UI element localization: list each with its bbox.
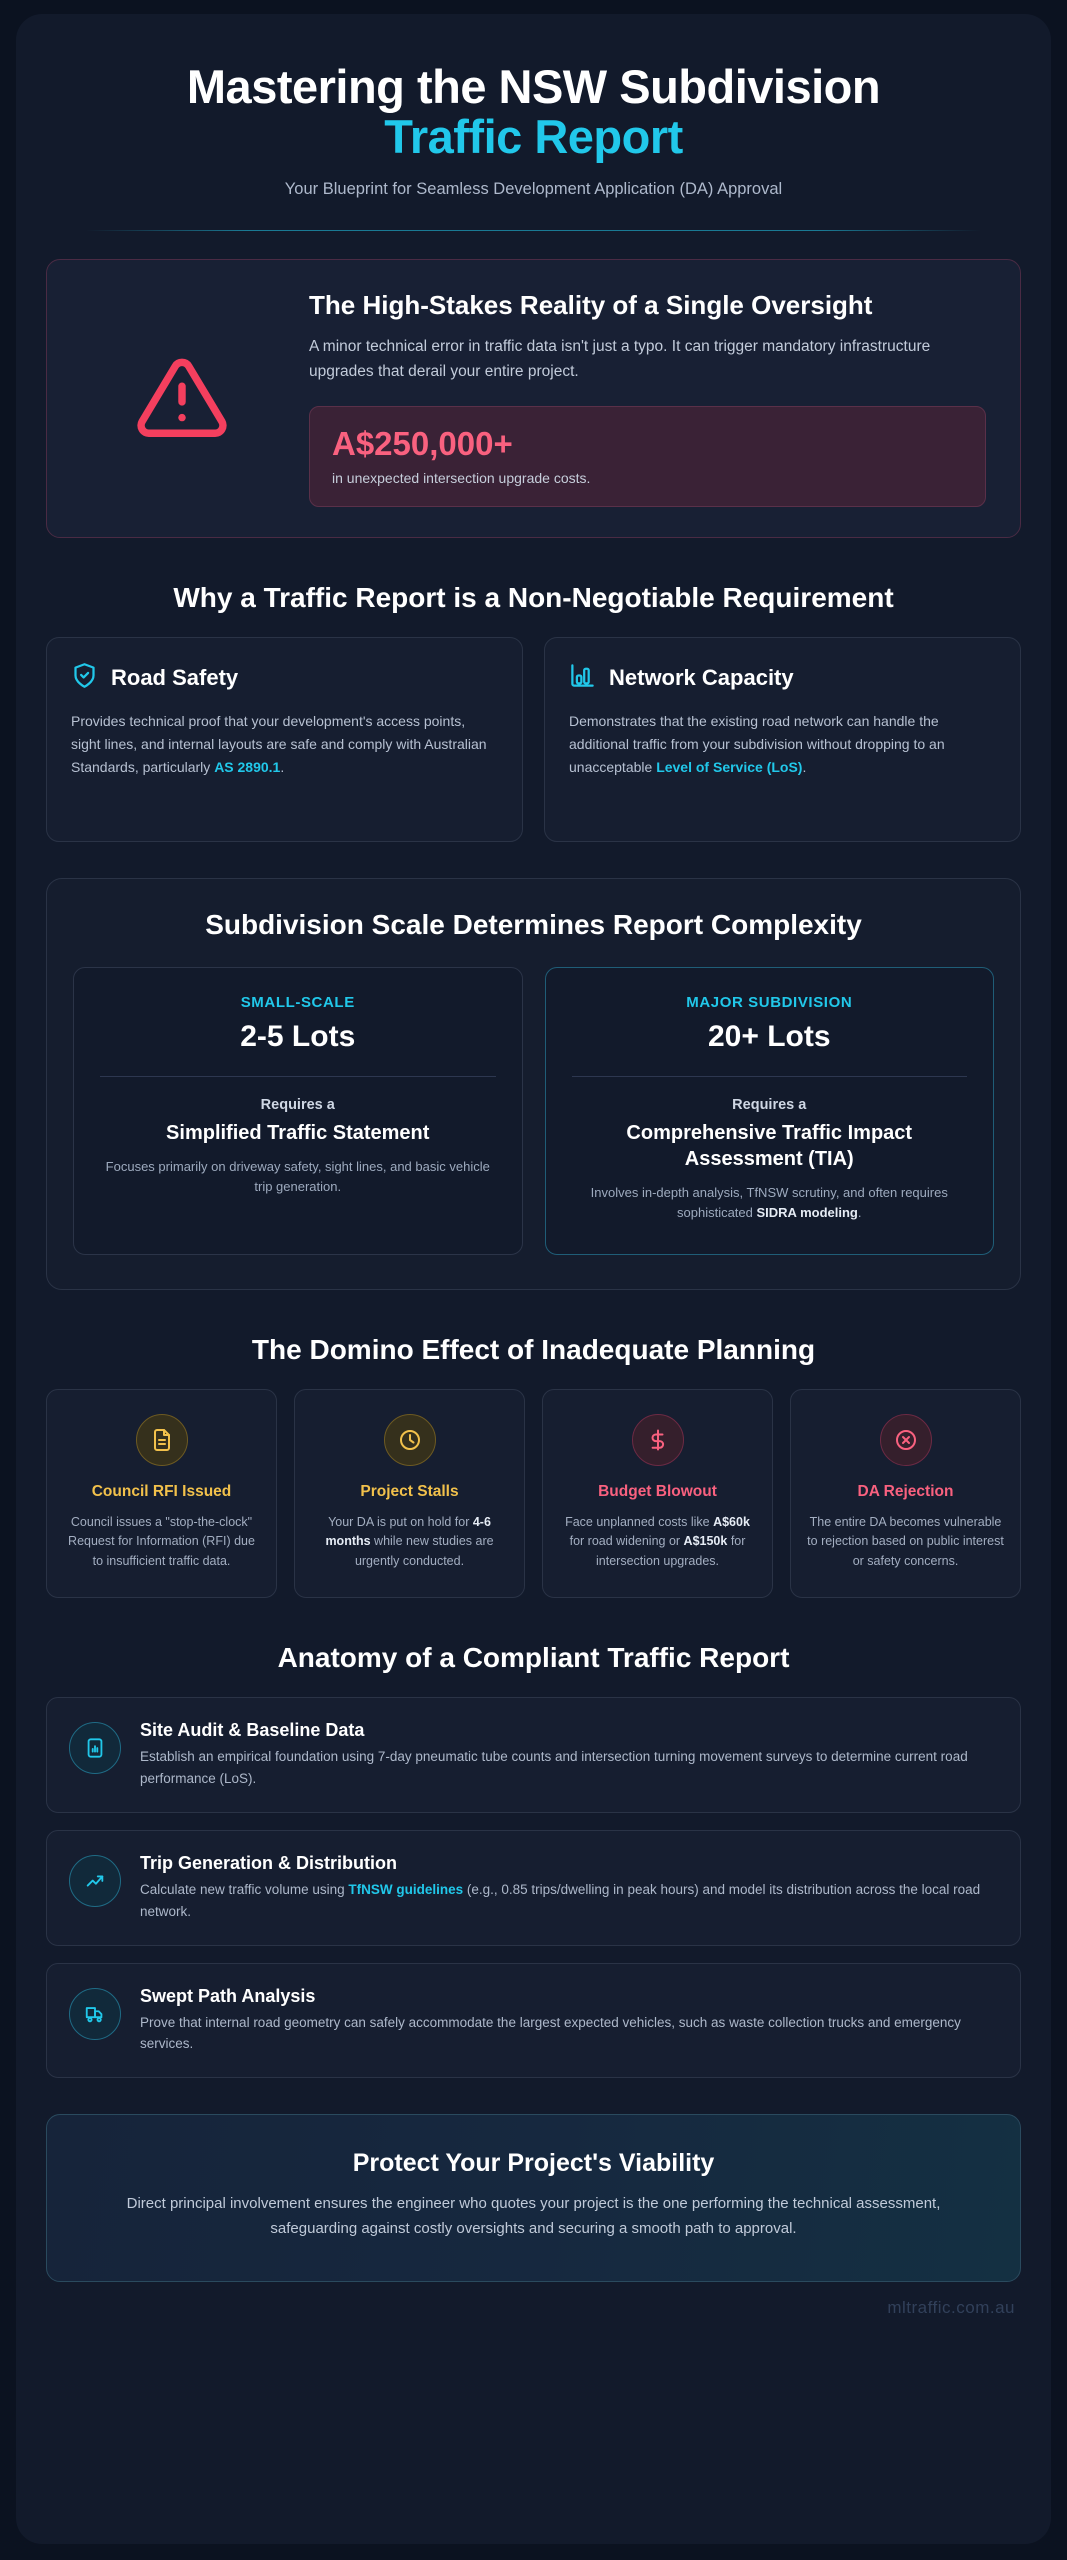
page-title-line2: Traffic Report [384,110,683,164]
scale-document: Simplified Traffic Statement [166,1121,430,1144]
domino-title: Budget Blowout [598,1483,717,1501]
reason-highlight: Level of Service (LoS) [656,758,803,775]
scale-requires-label: Requires a [260,1096,335,1113]
scale-card-small [73,967,523,1256]
step-body [140,1718,996,1790]
step-title: Trip Generation & Distribution [140,1852,398,1873]
infographic-shell [16,14,1051,2544]
page-title [86,62,981,163]
high-stakes-heading: The High-Stakes Reality of a Single Oversight [309,289,873,320]
cost-callout [309,406,986,506]
scale-document: Comprehensive Traffic Impact Assessment (TIA) [626,1121,913,1170]
scale-desc: Involves in-depth analysis, TfNSW scrutiny, and often requires sophisticated SIDRA modeling. [590,1184,948,1221]
scale-card-major [545,967,995,1256]
cta-card [46,2114,1021,2282]
scale-heading: Subdivision Scale Determines Report Complexity [205,908,862,940]
step-title: Swept Path Analysis [140,1985,316,2006]
reason-card-head [71,662,498,694]
watermark: mltraffic.com.au [887,2297,1015,2317]
domino-card-da-rejection [790,1389,1021,1598]
scale-divider [100,1076,496,1077]
reason-highlight: AS 2890.1 [214,758,281,775]
scale-kicker: MAJOR SUBDIVISION [686,993,853,1011]
why-heading: Why a Traffic Report is a Non-Negotiable Requirement [173,581,894,613]
step-body [140,1984,996,2056]
scale-desc: Focuses primarily on driveway safety, sight lines, and basic vehicle trip generation. [105,1158,490,1195]
truck-icon [69,1988,121,2040]
step-swept-path [46,1963,1021,2079]
step-text: Establish an empirical foundation using 7-day pneumatic tube counts and intersection turning movement surveys to determine current road performance (LoS). [140,1749,968,1786]
step-text: Prove that internal road geometry can safely accommodate the largest expected vehicles, such as waste collection trucks and emergency services. [140,2014,961,2052]
clock-icon [384,1414,436,1466]
scale-lots: 2-5 Lots [240,1019,356,1053]
chart-document-icon [69,1722,121,1774]
scale-lots: 20+ Lots [707,1019,831,1053]
circle-x-icon [880,1414,932,1466]
reason-card-network-capacity [544,637,1021,842]
domino-title: Council RFI Issued [91,1483,232,1501]
step-trip-generation [46,1830,1021,1946]
step-title: Site Audit & Baseline Data [140,1720,365,1741]
scale-divider [572,1076,968,1077]
scale-cards [73,967,994,1256]
reason-card-text: Provides technical proof that your development's access points, sight lines, and internal layouts are safe and comply with Australian Standards, particularly AS 2890.1. [71,712,487,775]
high-stakes-body [309,290,986,507]
domino-text: Council issues a "stop-the-clock" Request for Information (RFI) due to insufficient traffic data. [68,1514,255,1568]
domino-title: DA Rejection [857,1483,954,1501]
high-stakes-card [46,259,1021,538]
page-header [46,44,1021,231]
domino-text: Your DA is put on hold for 4-6 months while new studies are urgently conducted. [325,1514,494,1568]
scale-requires-label: Requires a [732,1096,807,1113]
domino-card-project-stalls [294,1389,525,1598]
dollar-sign-icon [632,1414,684,1466]
bar-chart-icon [569,662,596,694]
scale-kicker: SMALL-SCALE [240,993,355,1011]
domino-text: The entire DA becomes vulnerable to rejection based on public interest or safety concerns. [807,1514,1004,1568]
reason-card-title: Network Capacity [609,664,794,690]
shield-check-icon [71,662,98,694]
cost-amount: A$250,000+ [332,425,513,463]
domino-heading: The Domino Effect of Inadequate Planning [251,1334,816,1366]
high-stakes-lead: A minor technical error in traffic data isn't just a typo. It can trigger mandatory infrastructure upgrades that derail your entire project. [309,338,931,380]
header-divider [86,230,981,231]
document-lines-icon [136,1414,188,1466]
scale-panel [46,878,1021,1291]
domino-cards [46,1389,1021,1598]
cost-caption: in unexpected intersection upgrade costs. [332,469,591,486]
step-text: Calculate new traffic volume using TfNSW guidelines (e.g., 0.85 trips/dwelling in peak hours) and model its distribution across the local road network. [140,1881,981,1919]
warning-triangle-icon [77,351,287,445]
page-subtitle: Your Blueprint for Seamless Development Application (DA) Approval [284,179,783,198]
domino-title: Project Stalls [360,1483,459,1501]
anatomy-steps [46,1697,1021,2078]
page-title-line1: Mastering the NSW Subdivision [186,60,881,113]
anatomy-heading: Anatomy of a Compliant Traffic Report [277,1642,790,1674]
domino-text: Face unplanned costs like A$60k for road widening or A$150k for intersection upgrades. [565,1514,750,1568]
reason-card-road-safety [46,637,523,842]
trend-up-icon [69,1855,121,1907]
step-site-audit [46,1697,1021,1813]
step-body [140,1851,996,1923]
reason-card-text: Demonstrates that the existing road network can handle the additional traffic from your subdivision without dropping to an unacceptable Level of Service (LoS). [569,712,945,775]
reason-card-title: Road Safety [111,664,239,690]
reason-card-head [569,662,996,694]
domino-card-budget-blowout [542,1389,773,1598]
cta-heading: Protect Your Project's Viability [352,2149,715,2178]
reason-cards [46,637,1021,842]
domino-card-council-rfi [46,1389,277,1598]
cta-text: Direct principal involvement ensures the engineer who quotes your project is the one performing the technical assessment, safeguarding against costly oversights and securing a smooth path to approval. [126,2195,941,2237]
